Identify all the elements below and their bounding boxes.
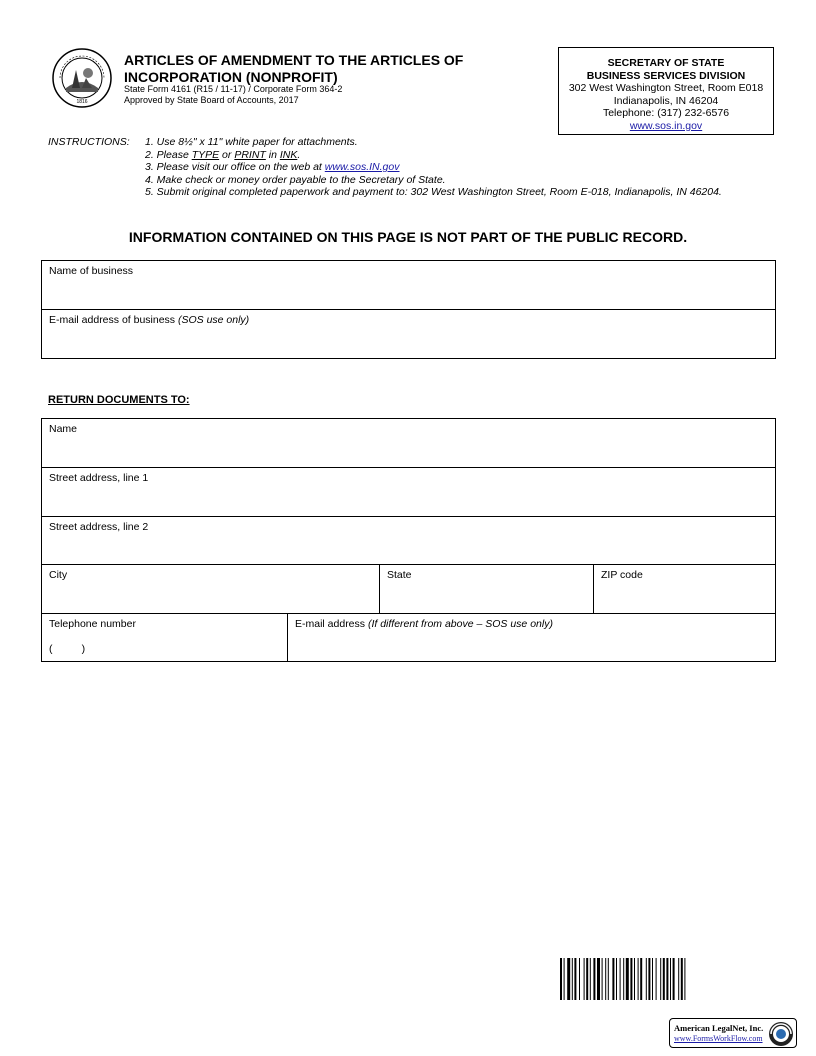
sos-contact-box: [558, 47, 774, 135]
barcode: [560, 958, 753, 1000]
return-email-label: E-mail address (If different from above – SOS use only): [295, 618, 553, 630]
zip-label: ZIP code: [601, 569, 643, 581]
return-address-table: [41, 418, 776, 662]
instruction-2: 2. Please TYPE or PRINT in INK.: [145, 148, 301, 161]
form-title: ARTICLES OF AMENDMENT TO THE ARTICLES OF INCORPORATION (NONPROFIT): [124, 52, 464, 85]
sos-web-link[interactable]: www.sos.IN.gov: [324, 161, 400, 173]
return-email-input[interactable]: [294, 638, 769, 656]
street1-input[interactable]: [48, 493, 769, 511]
globe-icon: [768, 1021, 794, 1047]
instructions-list: [145, 136, 722, 199]
instruction-3: 3. Please visit our office on the web at www.sos.IN.gov: [145, 161, 400, 173]
company-name: American LegalNet, Inc.: [674, 1023, 764, 1033]
company-url: www.FormsWorkFlow.com: [674, 1034, 763, 1043]
return-name-label: Name: [49, 423, 78, 435]
city-input[interactable]: [48, 590, 373, 608]
form-number: State Form 4161 (R15 / 11-17) / Corporate Form 364-2: [124, 84, 343, 94]
state-input[interactable]: [386, 590, 587, 608]
business-name-input[interactable]: [48, 286, 769, 304]
state-label: State: [387, 569, 412, 581]
american-legalnet-logo[interactable]: [669, 1018, 797, 1048]
sos-line1: SECRETARY OF STATE: [607, 57, 725, 69]
business-name-row: [42, 261, 775, 310]
zip-input[interactable]: [600, 590, 769, 608]
form-subtitle: [124, 84, 342, 106]
return-name-row: [42, 419, 775, 468]
business-name-label: Name of business: [49, 265, 134, 277]
public-record-notice: INFORMATION CONTAINED ON THIS PAGE IS NOT PART OF THE PUBLIC RECORD.: [128, 229, 688, 245]
street1-row: [42, 468, 775, 517]
state-seal-logo: [52, 48, 112, 108]
city-cell: [42, 565, 379, 613]
business-info-table: [41, 260, 776, 359]
street2-input[interactable]: [48, 541, 769, 559]
instruction-5: 5. Submit original completed paperwork and payment to: 302 West Washington Street, Room E-018, Indianapolis, IN 46204.: [145, 186, 722, 198]
zip-cell: [593, 565, 775, 613]
phone-label: Telephone number: [49, 618, 136, 630]
business-email-label: E-mail address of business (SOS use only): [49, 314, 250, 326]
sos-website-link[interactable]: www.sos.in.gov: [629, 119, 703, 132]
business-email-input[interactable]: [48, 335, 769, 353]
sos-address: 302 West Washington Street, Room E018: [568, 82, 764, 94]
svg-text:1816: 1816: [76, 99, 88, 105]
state-cell: [379, 565, 593, 613]
city-state-zip-row: [42, 565, 775, 614]
phone-email-row: [42, 614, 775, 661]
street2-row: [42, 517, 775, 565]
business-email-row: [42, 310, 775, 358]
sos-phone: Telephone: (317) 232-6576: [602, 107, 730, 119]
area-code-parens: ( ): [49, 643, 86, 655]
sos-line2: BUSINESS SERVICES DIVISION: [586, 69, 746, 82]
approval-note: Approved by State Board of Accounts, 2017: [124, 95, 299, 105]
return-name-input[interactable]: [48, 444, 769, 462]
return-email-cell: [287, 614, 775, 661]
city-label: City: [49, 569, 68, 581]
return-documents-heading: RETURN DOCUMENTS TO:: [48, 394, 190, 406]
phone-cell: [42, 614, 287, 661]
instruction-4: 4. Make check or money order payable to the Secretary of State.: [145, 173, 446, 186]
street1-label: Street address, line 1: [49, 472, 149, 484]
sos-city: Indianapolis, IN 46204: [613, 94, 719, 107]
phone-input[interactable]: [92, 638, 281, 656]
street2-label: Street address, line 2: [49, 521, 149, 533]
instructions-label: INSTRUCTIONS:: [48, 136, 130, 148]
instruction-1: 1. Use 8½" x 11" white paper for attachments.: [145, 136, 358, 148]
